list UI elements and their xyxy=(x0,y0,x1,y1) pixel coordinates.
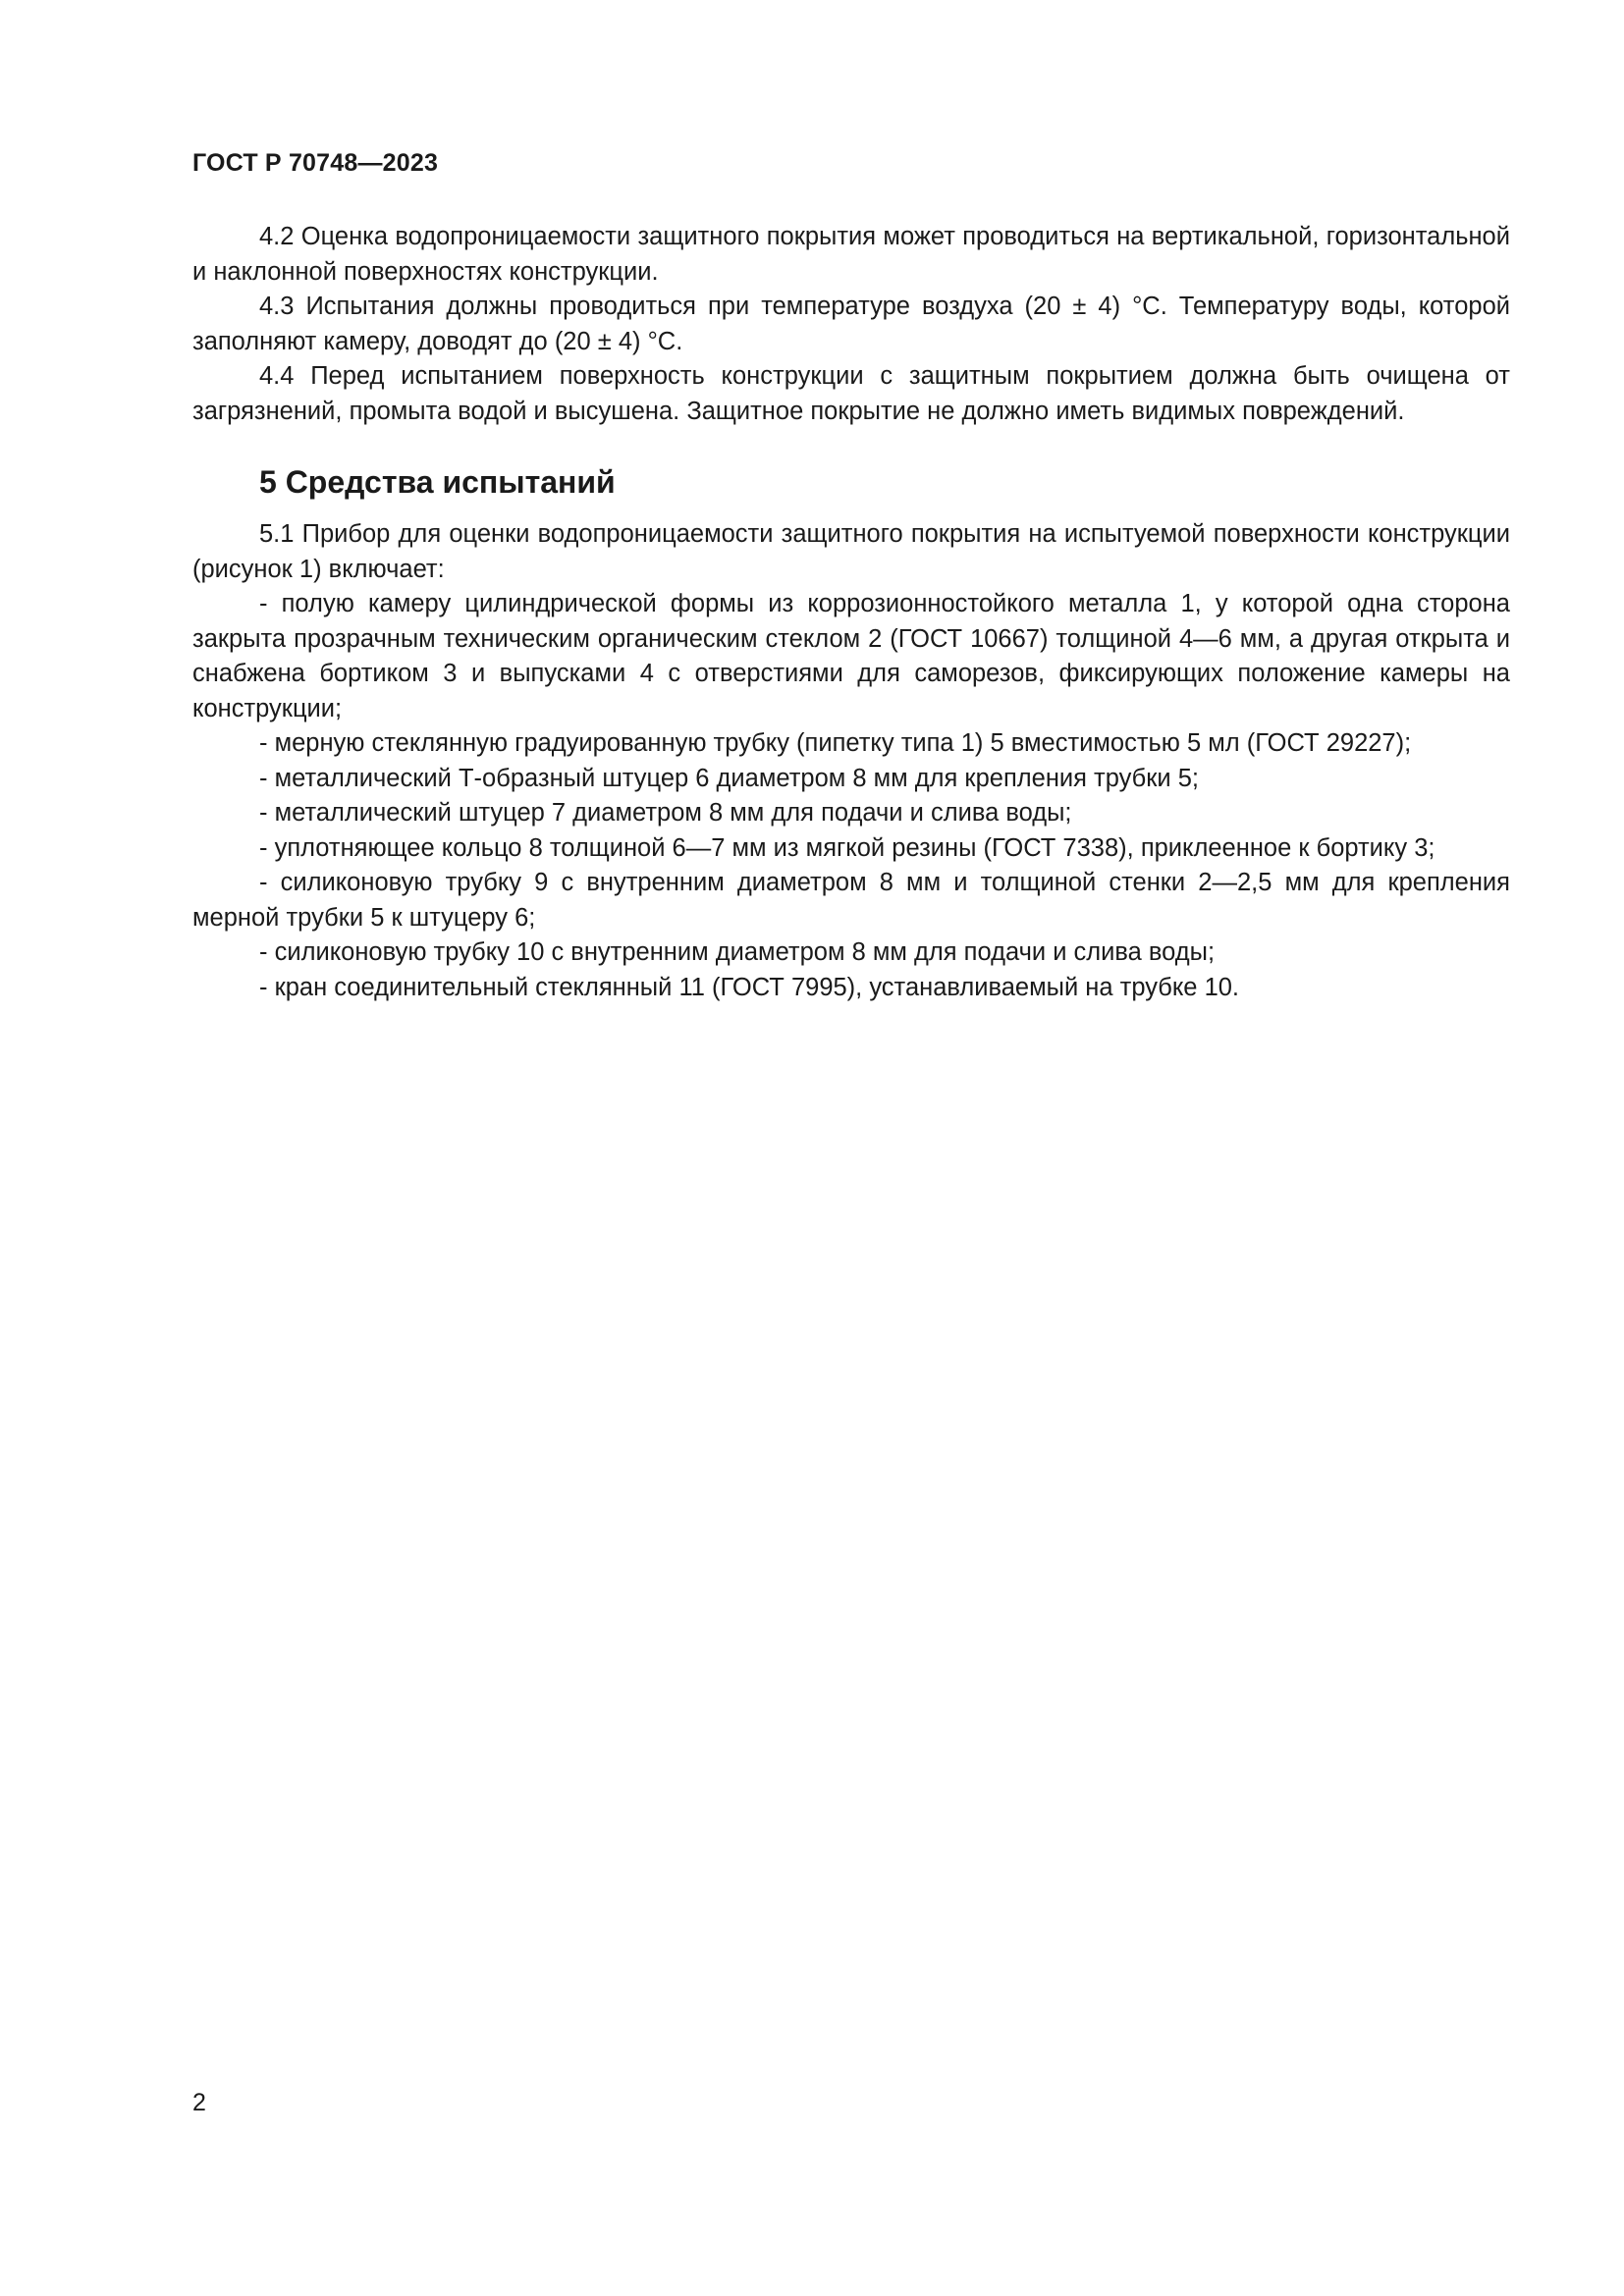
document-header: ГОСТ Р 70748—2023 xyxy=(192,149,439,177)
paragraph-4-4: 4.4 Перед испытанием поверхность конструкции с защитным покрытием должна быть очищена от загрязнений, промыта водой и высушена. Защитное покрытие не должно иметь видимых повреждений. xyxy=(192,362,1510,425)
section-title: 5 Средства испытаний xyxy=(259,464,616,500)
list-item: - металлический штуцер 7 диаметром 8 мм для подачи и слива воды; xyxy=(259,799,1072,827)
list-item: - полую камеру цилиндрической формы из коррозионностойкого металла 1, у которой одна сторона закрыта прозрачным техническим органическим стеклом 2 (ГОСТ 10667) толщиной 4—6 мм, а другая открыта и снабжена бортиком 3 и выпусками 4 с отверстиями для саморезов, фиксирующих положение камеры на конструкции; xyxy=(192,590,1510,722)
page-number: 2 xyxy=(192,2089,206,2116)
list-item: - металлический Т-образный штуцер 6 диаметром 8 мм для крепления трубки 5; xyxy=(259,764,1200,792)
list-item: - мерную стеклянную градуированную трубку (пипетку типа 1) 5 вместимостью 5 мл (ГОСТ 29227); xyxy=(259,729,1412,757)
paragraph-5-1: 5.1 Прибор для оценки водопроницаемости защитного покрытия на испытуемой поверхности конструкции (рисунок 1) включает: xyxy=(192,520,1510,583)
list-item: - кран соединительный стеклянный 11 (ГОСТ 7995), устанавливаемый на трубке 10. xyxy=(259,973,1240,1001)
list-item: - уплотняющее кольцо 8 толщиной 6—7 мм из мягкой резины (ГОСТ 7338), приклеенное к бортику 3; xyxy=(259,833,1435,862)
paragraph-4-2: 4.2 Оценка водопроницаемости защитного покрытия может проводиться на вертикальной, горизонтальной и наклонной поверхностях конструкции. xyxy=(192,223,1510,286)
list-item: - силиконовую трубку 10 с внутренним диаметром 8 мм для подачи и слива воды; xyxy=(259,938,1216,966)
list-item: - силиконовую трубку 9 с внутренним диаметром 8 мм и толщиной стенки 2—2,5 мм для крепления мерной трубки 5 к штуцеру 6; xyxy=(192,869,1510,932)
paragraph-4-3: 4.3 Испытания должны проводиться при температуре воздуха (20 ± 4) °С. Температуру воды, которой заполняют камеру, доводят до (20 ± 4) °С. xyxy=(192,293,1510,355)
document-body xyxy=(192,220,1510,1005)
